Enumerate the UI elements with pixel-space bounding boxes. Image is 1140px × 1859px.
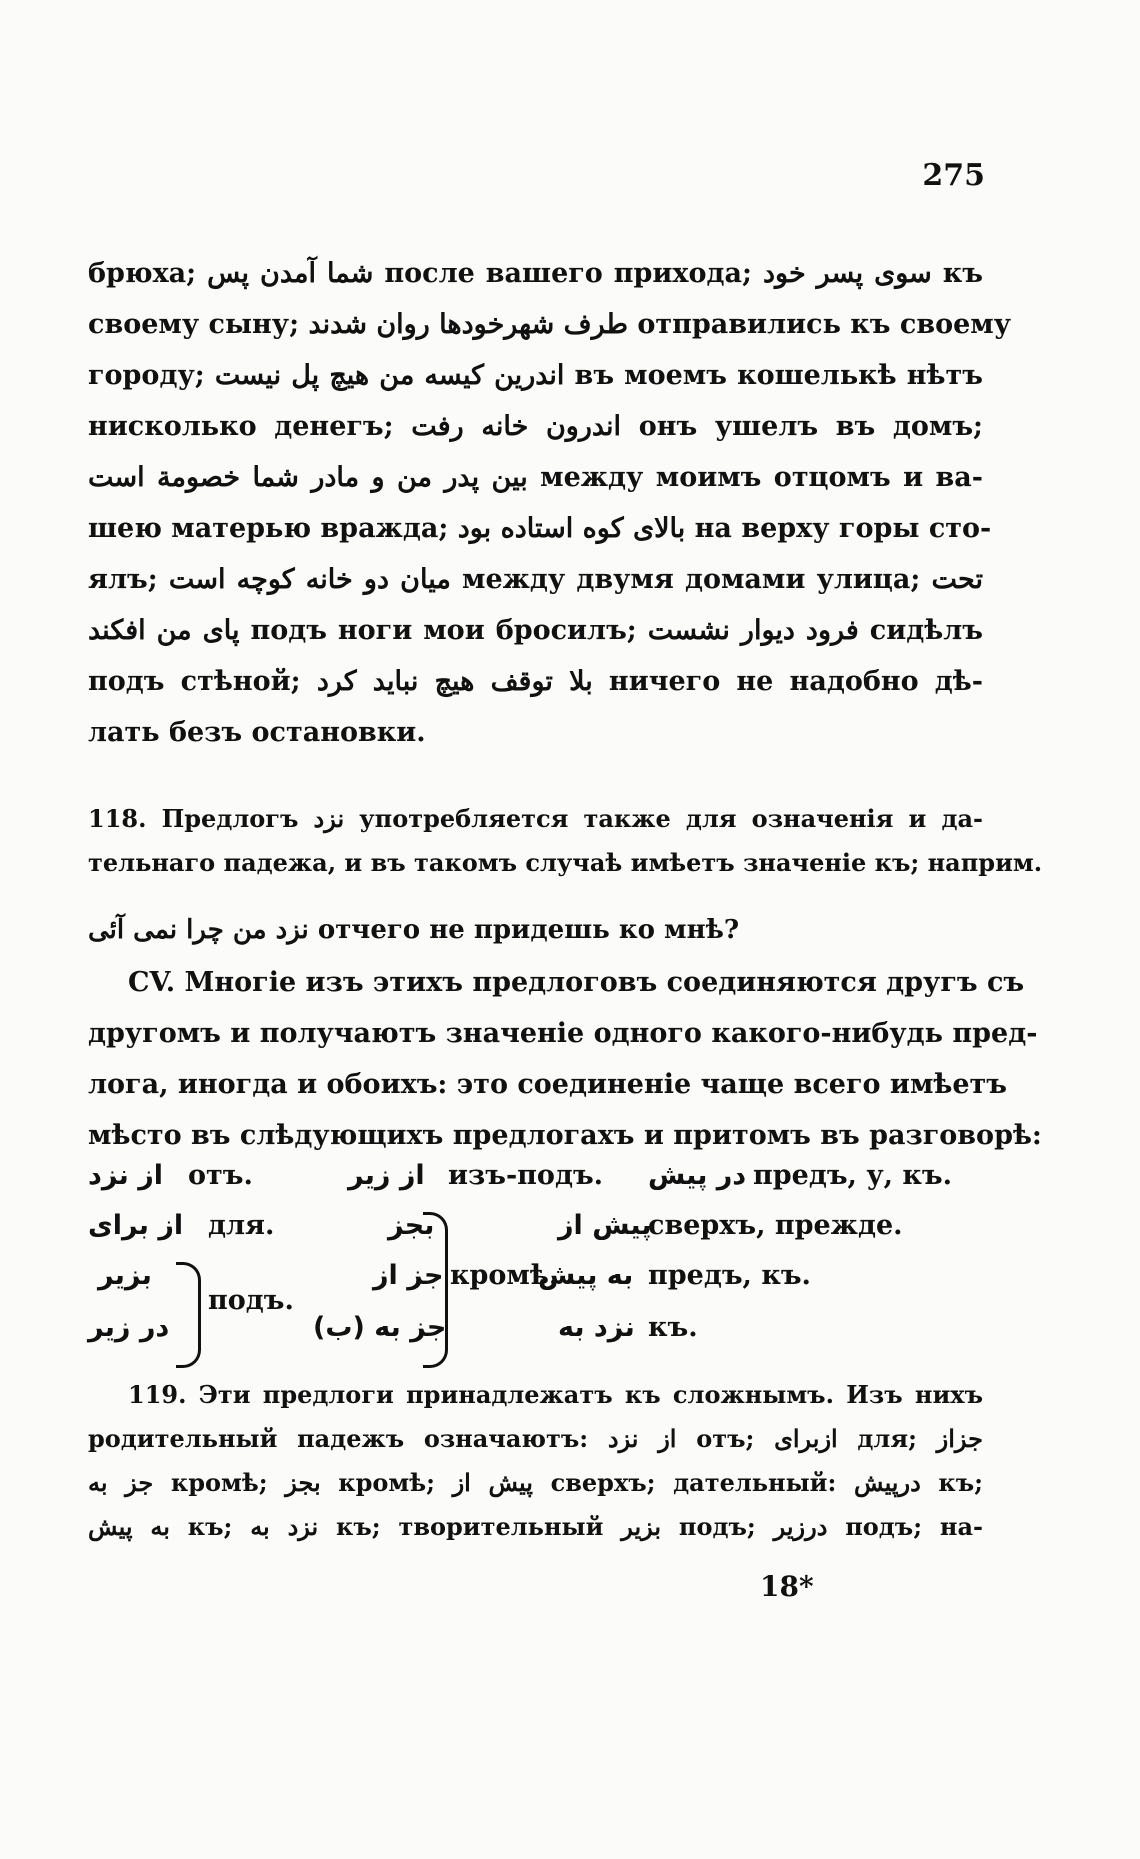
text-line: ялъ; میان دو خانه کوچه است между двумя домами улица; تحت <box>88 564 983 595</box>
text-line: лога, иногда и обоихъ: это соединеніе чаще всего имѣетъ <box>88 1069 1008 1100</box>
text-line: городу; اندرین کیسه من هیچ پل نیست въ моемъ кошелькѣ нѣтъ <box>88 360 983 391</box>
brace-right <box>423 1212 448 1368</box>
text-line: подъ стѣной; بلا توقف هیچ نباید کرد ничего не надобно дѣ- <box>88 666 983 697</box>
text-line: CV. Многіе изъ этихъ предлоговъ соединяются другъ съ <box>128 967 1025 998</box>
text-line: نزد من چرا نمی آئی отчего не придешь ко мнѣ? <box>88 915 740 945</box>
paragraph-119 <box>88 1373 983 1549</box>
text-line: нисколько денегъ; اندرون خانه رفت онъ ушелъ въ домъ; <box>88 411 983 442</box>
table-cell-russian: предъ, у, къ. <box>753 1160 953 1191</box>
text-line: другомъ и получаютъ значеніе одного какого-нибудь пред- <box>88 1018 1038 1049</box>
table-cell-arabic: در پیش <box>648 1160 747 1191</box>
paragraph-prepositions-examples <box>88 248 1012 758</box>
table-cell-arabic: بزیر <box>98 1260 152 1291</box>
table-cell-russian: къ. <box>648 1312 698 1343</box>
brace-right <box>176 1262 201 1368</box>
text-line: тельнаго падежа, и въ такомъ случаѣ имѣетъ значеніе къ; наприм. <box>88 848 1043 877</box>
text-line: 118. Предлогъ نزد употребляется также для означенія и да- <box>88 804 983 833</box>
table-cell-arabic: جز به (ب) <box>313 1312 447 1343</box>
text-line: پای من افکند подъ ноги мои бросилъ; فرود دیوار نشست сидѣлъ <box>88 615 983 646</box>
text-line: своему сыну; طرف شهرخودها روان شدند отправились къ своему <box>88 309 1012 340</box>
text-line: шею матерью вражда; بالای کوه استاده بود на верху горы сто- <box>88 513 992 544</box>
paragraph-118 <box>88 797 1043 885</box>
table-cell-russian: изъ-подъ. <box>448 1160 604 1191</box>
table-cell-arabic: بجز <box>388 1210 435 1241</box>
text-line: лать безъ остановки. <box>88 717 426 748</box>
text-line: به پیش къ; نزد به къ; творительный بزیر подъ; درزیر подъ; на- <box>88 1512 983 1541</box>
table-cell-arabic: جز از <box>373 1260 444 1291</box>
example-118 <box>88 905 983 956</box>
text-line: 119. Эти предлоги принадлежатъ къ сложнымъ. Изъ нихъ <box>128 1380 983 1409</box>
paragraph-cv <box>88 957 1042 1161</box>
table-cell-russian: отъ. <box>188 1160 253 1191</box>
page-number: 275 <box>922 158 985 193</box>
table-cell-arabic: در زیر <box>88 1312 170 1343</box>
table-cell-russian: для. <box>208 1210 275 1241</box>
table-cell-russian: подъ. <box>208 1285 294 1316</box>
table-cell-arabic: به پیش <box>538 1260 634 1291</box>
text-line: بین پدر من و مادر شما خصومة است между моимъ отцомъ и ва- <box>88 462 983 493</box>
table-cell-arabic: نزد به <box>558 1312 635 1343</box>
table-cell-arabic: از زیر <box>348 1160 425 1191</box>
text-line: брюха; شما آمدن پس после вашего прихода; سوی پسر خود къ <box>88 258 983 289</box>
table-cell-russian: кромѣ. <box>450 1260 559 1291</box>
text-line: мѣсто въ слѣдующихъ предлогахъ и притомъ въ разговорѣ: <box>88 1120 1042 1151</box>
printer-signature-mark: 18* <box>760 1570 814 1603</box>
text-line: جز به кромѣ; بجز кромѣ; پیش از сверхъ; дательный: درپیش къ; <box>88 1468 983 1497</box>
table-cell-russian: предъ, къ. <box>648 1260 811 1291</box>
text-line: родительный падежъ означаютъ: از نزد отъ; ازبرای для; جزاز <box>88 1424 983 1453</box>
table-cell-arabic: پیش از <box>558 1210 652 1241</box>
table-cell-arabic: از نزد <box>88 1160 163 1191</box>
table-cell-arabic: از برای <box>88 1210 184 1241</box>
table-cell-russian: сверхъ, прежде. <box>648 1210 903 1241</box>
compound-prepositions-table <box>88 1160 983 1365</box>
